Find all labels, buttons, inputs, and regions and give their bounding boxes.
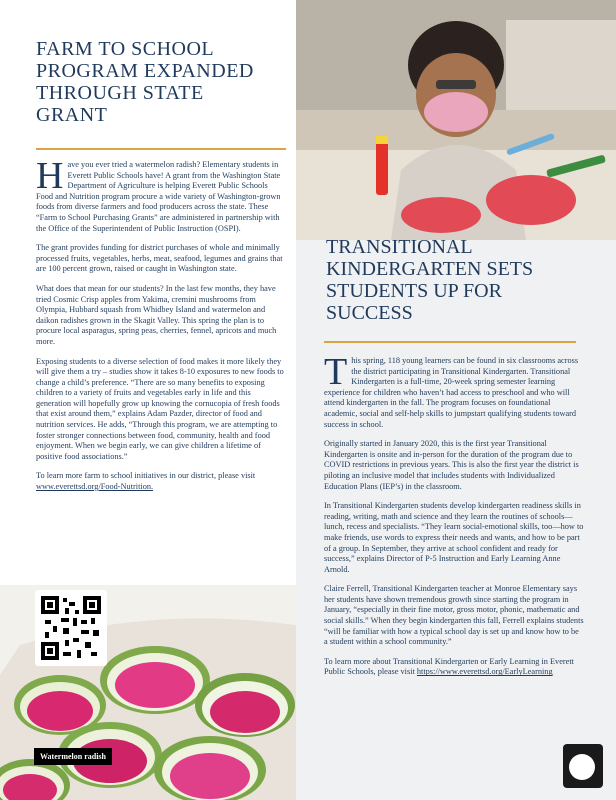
paragraph-text: To learn more farm to school initiatives in our district, please visit — [36, 471, 256, 481]
article-paragraph: Exposing students to a diverse selection of food makes it more likely they will give them a try – studies show it takes 8-10 exposures to new foods to change a child’s preference. “There are so many benefits to exposing children to a variety of fruits and vegetables early in life and this generation will hopefully grow up knowing the cornucopia of fresh foods that exist around them,” explains Adam Pazder, director of food and nutrition services. He adds, “Through this program, we are attempting to foster stronger connections between food, community, health and food enjoyment. When we begin early, we can give children a lifetime of positive food associations.” — [36, 356, 284, 461]
headline-line: GRANT — [36, 104, 108, 126]
headline-line: KINDERGARTEN SETS — [326, 258, 534, 280]
article-paragraph: Claire Ferrell, Transitional Kindergarten teacher at Monroe Elementary says her students have shown tremendous growth since starting the program in January, “especially in their fine motor, gross motor, phonic, mathematic and social skills.” When they begin kindergarten this fall, Ferrell explains students “will be familiar with how a typical school day is set up and know how to be a student within a school community.” — [324, 584, 584, 647]
article-paragraph — [36, 155, 286, 234]
circle-icon — [569, 754, 595, 780]
headline-line: STUDENTS UP FOR — [326, 280, 502, 302]
article-paragraph: What does that mean for our students? In the last few months, they have tried Cosmic Crisp apples from Yakima, cremini mushrooms from Olympia, Hubbard squash from Whidbey Island and watermelon and daikon radishes grown in the Skagit Valley. This spring the plan is to procure local asparagus, spring peas, cherries, fennel, apricots and much more. — [36, 283, 277, 346]
transitional-kindergarten-headline — [326, 236, 596, 324]
paragraph-text: ave you ever tried a watermelon radish? Elementary students in Everett Public Schools have! A grant from the Washington State Department of Agriculture is helping Everett Public Schools Food and Nutrition program procure a wide variety of Washington-grown foods from diverse farmers and food producers across the state. These “Farm to School Purchasing Grants” are administered in partnership with the Office of the Superintendent of Public Instruction (OSPI). — [36, 160, 281, 233]
headline-line: SUCCESS — [326, 302, 413, 324]
article-paragraph: In Transitional Kindergarten students develop kindergarten readiness skills in reading, writing, math and science and they learn the routines of schools—lunch, recess and specialists. “They learn social-emotional skills, too—how to make friends, use words to express their needs and wants, and how to be part of a group. In September, they arrive at school confident and ready for success,” explains Director of P-5 Instruction and Early Learning Anne Arnold. — [324, 501, 584, 574]
headline-divider — [36, 148, 286, 150]
paragraph-text: To learn more about Transitional Kindergarten or Early Learning in Everett Public Schools, please visit — [324, 656, 574, 677]
food-nutrition-link[interactable]: www.everettsd.org/Food-Nutrition. — [36, 482, 154, 492]
article-paragraph — [36, 471, 286, 492]
headline-line: THROUGH STATE — [36, 82, 204, 104]
transitional-kindergarten-article-body — [324, 351, 584, 687]
article-paragraph: The grant provides funding for district purchases of whole and minimally processed fruits, vegetables, herbs, meat, seafood, legumes and grains that are 100 percent grown, raised or caught in Washington state. — [36, 243, 283, 274]
student-classroom-photo — [296, 0, 616, 240]
qr-code[interactable] — [35, 590, 107, 666]
headline-line: TRANSITIONAL — [326, 236, 473, 258]
early-learning-link[interactable]: https://www.everettsd.org/EarlyLearning — [416, 667, 553, 677]
paragraph-text: his spring, 118 young learners can be found in six classrooms across the district participating in Transitional Kindergarten. Transitional Kindergarten is a full-time, 20-week spring semester learning experience for children who haven’t had access to preschool and who will attend kindergarten in the fall. The program focuses on foundational academic, social and self-help skills to jumpstart qualifying students toward success in school. — [324, 356, 579, 429]
drop-cap: T — [324, 351, 348, 393]
headline-line: FARM TO SCHOOL — [36, 38, 215, 60]
headline-line: PROGRAM EXPANDED — [36, 60, 254, 82]
article-paragraph — [324, 657, 584, 678]
qr-code-icon — [41, 596, 101, 660]
article-paragraph — [324, 351, 584, 430]
headline-divider — [324, 341, 576, 343]
classroom-illustration — [296, 0, 616, 240]
photo-caption: Watermelon radish — [34, 748, 112, 765]
farm-to-school-headline — [36, 38, 296, 126]
farm-to-school-article-body — [36, 155, 286, 502]
article-paragraph: Originally started in January 2020, this is the first year Transitional Kindergarten is onsite and in-person for the duration of the program due to COVID restrictions in previous years. This is also the first year the district is piloting an inclusive model that includes students with Individualized Education Plans (IEP’s) in the classroom. — [324, 439, 579, 491]
drop-cap: H — [36, 155, 64, 197]
page-corner-logo — [563, 744, 603, 788]
